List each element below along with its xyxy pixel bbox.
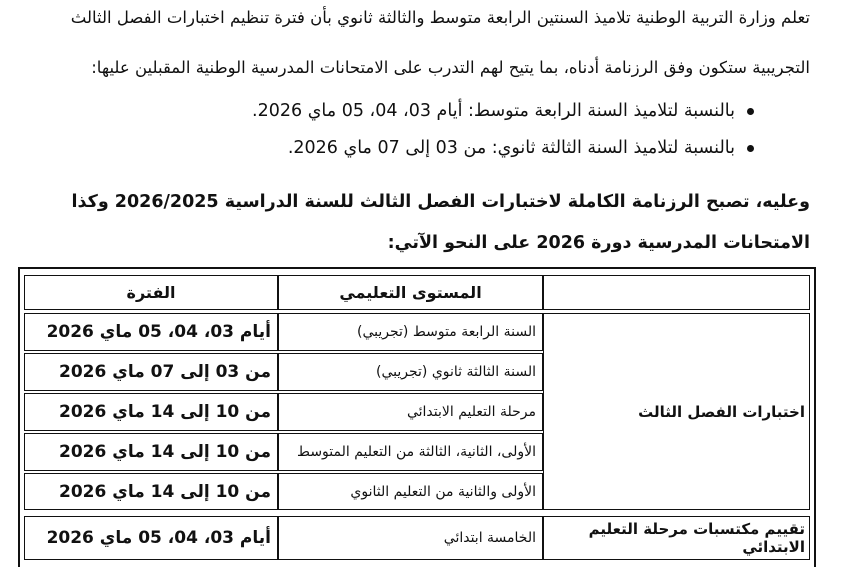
period-cell: من 10 إلى 14 ماي 2026 [24,433,278,471]
category-cell: اختبارات الفصل الثالث [543,313,810,510]
level-cell: مرحلة التعليم الابتدائي [278,393,543,431]
level-cell: السنة الرابعة متوسط (تجريبي) [278,313,543,351]
header-period: الفترة [24,275,278,310]
conclusion-line-1: وعليه، تصبح الرزنامة الكاملة لاختبارات الفصل الثالث للسنة الدراسية 2026/2025 وكذا [71,192,810,212]
period-cell: أيام 03، 04، 05 ماي 2026 [24,516,278,560]
header-level: المستوى التعليمي [278,275,543,310]
level-cell: الخامسة ابتدائي [278,516,543,560]
header-category [543,275,810,310]
period-cell: من 10 إلى 14 ماي 2026 [24,473,278,510]
period-cell: من 10 إلى 14 ماي 2026 [24,393,278,431]
level-cell: السنة الثالثة ثانوي (تجريبي) [278,353,543,391]
conclusion-line-2: الامتحانات المدرسية دورة 2026 على النحو الآتي: [387,233,810,253]
schedule-table [18,267,816,567]
bullet-item [252,100,754,122]
bullet-text: بالنسبة لتلاميذ السنة الرابعة متوسط: أيام 03، 04، 05 ماي 2026. [252,101,735,121]
level-cell: الأولى، الثانية، الثالثة من التعليم المتوسط [278,433,543,471]
bullet-text: بالنسبة لتلاميذ السنة الثالثة ثانوي: من 03 إلى 07 ماي 2026. [287,138,735,158]
period-cell: أيام 03، 04، 05 ماي 2026 [24,313,278,351]
intro-line-2: التجريبية ستكون وفق الرزنامة أدناه، بما يتيح لهم التدرب على الامتحانات المدرسية الوطنية المقبلين عليها: [91,58,810,77]
intro-line-1: تعلم وزارة التربية الوطنية تلاميذ السنتين الرابعة متوسط والثالثة ثانوي بأن فترة تنظيم اختبارات الفصل الثالث [70,8,810,27]
bullet-dot-icon [747,145,754,152]
level-cell: الأولى والثانية من التعليم الثانوي [278,473,543,510]
category-cell: تقييم مكتسبات مرحلة التعليم الابتدائي [543,516,810,560]
period-cell: من 03 إلى 07 ماي 2026 [24,353,278,391]
bullet-item [288,137,754,159]
bullet-dot-icon [747,108,754,115]
